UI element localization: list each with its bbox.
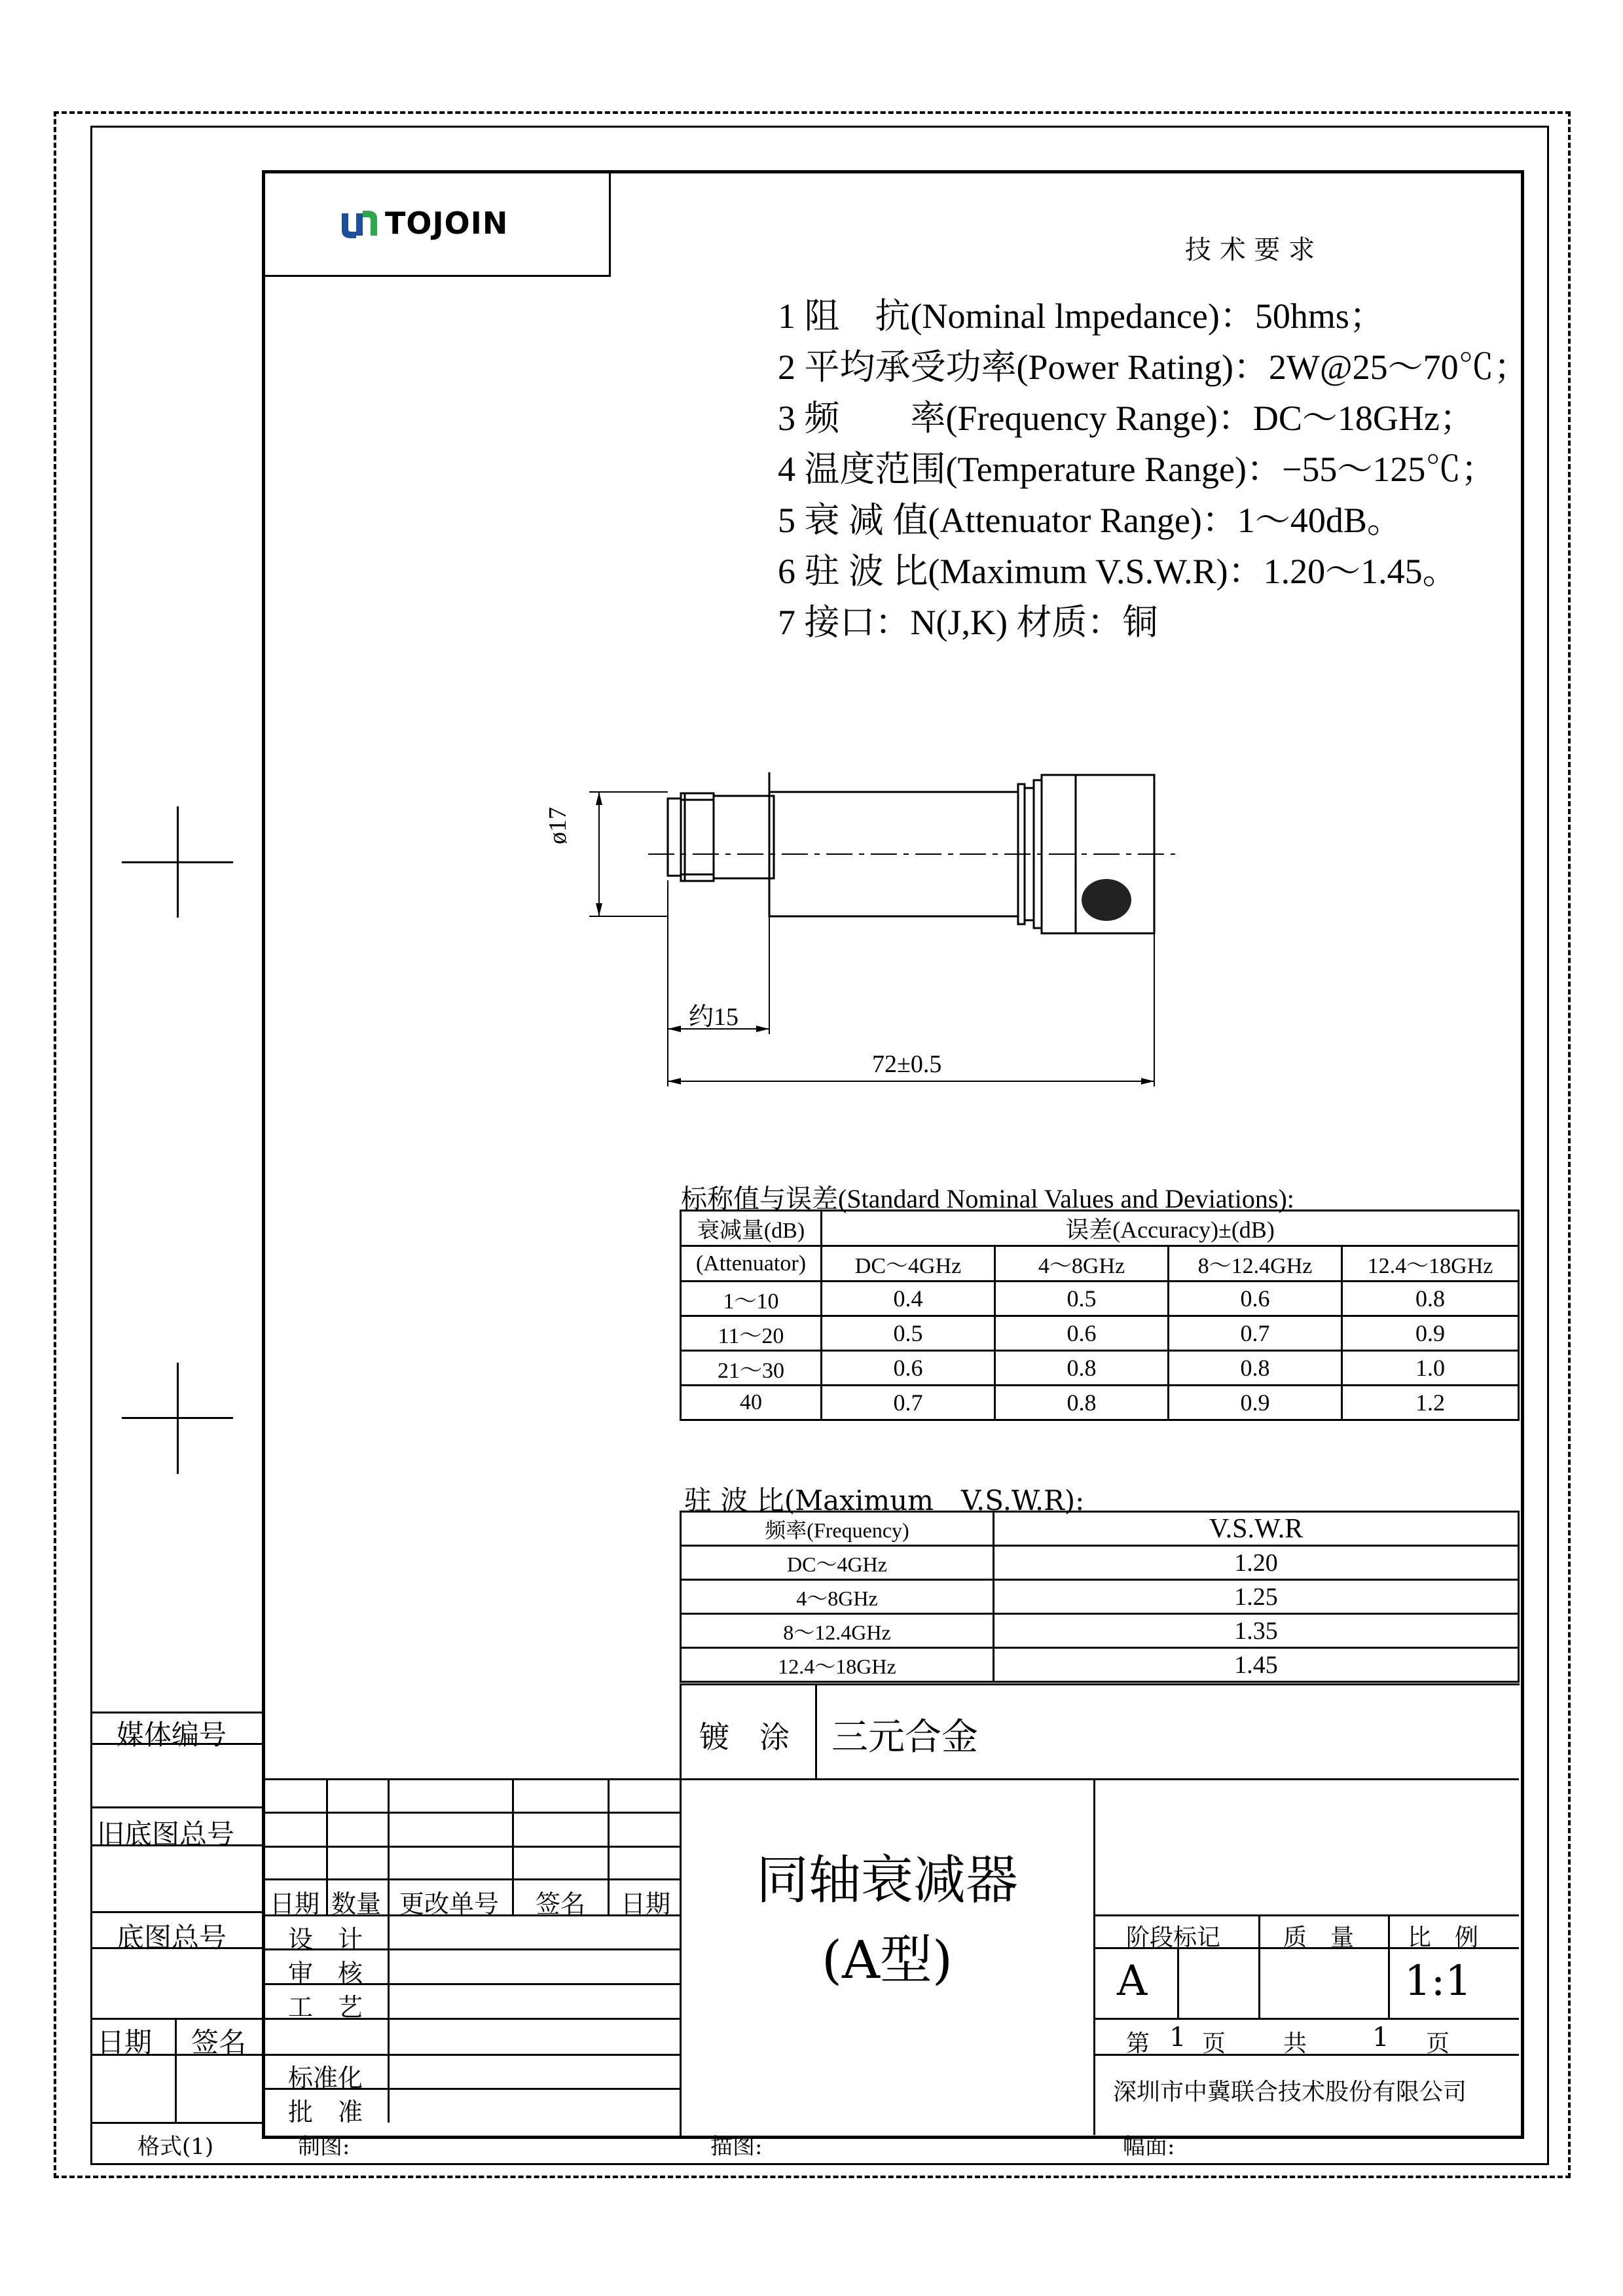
footer-drawn: 制图: [298, 2134, 350, 2160]
plating-top-border [680, 1683, 1520, 1685]
table-row [681, 1316, 1519, 1351]
tb-line [1093, 1914, 1519, 1916]
rev-line [608, 1778, 610, 1914]
value-cell: 0.8 [1169, 1351, 1342, 1386]
table-row [681, 1386, 1519, 1420]
value-cell: 0.8 [995, 1351, 1169, 1386]
vswr-table [680, 1511, 1520, 1683]
frequency-cell: 4～8GHz [681, 1580, 994, 1614]
strip-line [90, 1911, 264, 1913]
tech-heading: 技 术 要 求 [1185, 235, 1315, 265]
dev-table-title: 标称值与误差(Standard Nominal Values and Deviations): [681, 1184, 1294, 1213]
scale-value: 1:1 [1404, 1957, 1472, 2005]
scale-label: 比 例 [1408, 1924, 1479, 1951]
role-approve: 批 准 [288, 2098, 363, 2126]
product-name: 同轴衰减器 [756, 1850, 1018, 1910]
tb-line [1177, 1947, 1179, 2018]
rev-sign-label: 签名 [536, 1890, 586, 1918]
header-accuracy: 误差(Accuracy)±(dB) [822, 1211, 1519, 1246]
brand-name: TOJOIN [385, 206, 509, 241]
page-prefix: 第 [1126, 2030, 1150, 2057]
value-cell: 0.4 [822, 1282, 995, 1316]
value-cell: 0.9 [1169, 1386, 1342, 1420]
att-cell: 21～30 [681, 1351, 822, 1386]
rev-line [512, 1778, 514, 1914]
mass-label: 质 量 [1283, 1924, 1355, 1951]
page-number: 1 [1169, 2022, 1186, 2053]
tb-line [1093, 1778, 1095, 2135]
center-mark [177, 806, 179, 918]
col-header: 12.4～18GHz [1342, 1246, 1519, 1282]
tech-item: 6 驻 波 比(Maximum V.S.W.R)：1.20～1.45。 [778, 552, 1458, 591]
total-number: 1 [1372, 2022, 1389, 2053]
value-cell: 0.6 [995, 1316, 1169, 1351]
plating-value: 三元合金 [831, 1716, 978, 1759]
vswr-cell: 1.45 [994, 1648, 1519, 1682]
diameter-label: ø17 [544, 807, 572, 844]
role-design: 设 计 [288, 1925, 363, 1954]
att-cell: 40 [681, 1386, 822, 1420]
vswr-cell: 1.20 [994, 1546, 1519, 1580]
title-block-top [262, 1778, 1519, 1780]
center-mark [177, 1363, 179, 1474]
att-cell: 11～20 [681, 1316, 822, 1351]
frequency-cell: 8～12.4GHz [681, 1614, 994, 1648]
rev-line [262, 1812, 681, 1814]
strip-line [90, 2122, 264, 2124]
product-type: (A型) [821, 1929, 953, 1990]
company-name: 深圳市中冀联合技术股份有限公司 [1113, 2079, 1467, 2106]
tech-item: 4 温度范围(Temperature Range)：−55～125℃； [778, 450, 1497, 489]
col-header: 4～8GHz [995, 1246, 1169, 1282]
role-process: 工 艺 [288, 1993, 363, 2022]
role-review: 审 核 [288, 1959, 363, 1988]
footer-sheet: 幅面: [1123, 2134, 1175, 2160]
table-row [681, 1546, 1519, 1580]
col-header: DC～4GHz [822, 1246, 995, 1282]
rev-line [262, 1878, 681, 1880]
strip-sign-label: 签名 [191, 2026, 247, 2058]
rev-qty-label: 数量 [331, 1890, 382, 1918]
table-row [681, 1648, 1519, 1682]
short-dimension-label: 约15 [689, 1003, 739, 1031]
value-cell: 0.5 [995, 1282, 1169, 1316]
value-cell: 0.8 [995, 1386, 1169, 1420]
frequency-cell: DC～4GHz [681, 1546, 994, 1580]
vswr-cell: 1.25 [994, 1580, 1519, 1614]
tb-line [1388, 1914, 1390, 2018]
attenuator-body-drawing [537, 772, 1192, 1100]
old-base-number-label: 旧底图总号 [97, 1818, 235, 1850]
rev-change-label: 更改单号 [399, 1890, 500, 1918]
plating-label: 镀 涂 [699, 1719, 790, 1755]
rev-line [326, 1778, 328, 1914]
rev-date2-label: 日期 [621, 1890, 671, 1918]
att-cell: 1～10 [681, 1282, 822, 1316]
value-cell: 0.7 [822, 1386, 995, 1420]
deviation-table [680, 1210, 1520, 1421]
table-row [681, 1351, 1519, 1386]
strip-line [175, 2018, 177, 2123]
value-cell: 0.8 [1342, 1282, 1519, 1316]
footer-traced: 描图: [710, 2134, 763, 2160]
tech-item: 1 阻 抗(Nominal lmpedance)：50hms； [778, 296, 1385, 336]
total-unit: 页 [1426, 2030, 1450, 2057]
length-dimension-label: 72±0.5 [872, 1050, 942, 1078]
tojoin-logo-icon [339, 208, 380, 241]
base-number-label: 底图总号 [117, 1922, 227, 1954]
plating-divider [815, 1683, 817, 1778]
media-number-label: 媒体编号 [117, 1719, 227, 1751]
tb-line [1093, 2018, 1519, 2020]
stage-mark-label: 阶段标记 [1126, 1924, 1221, 1951]
strip-line [90, 1806, 264, 1808]
rev-line [262, 1846, 681, 1848]
vswr-cell: 1.35 [994, 1614, 1519, 1648]
value-cell: 1.0 [1342, 1351, 1519, 1386]
role-standard: 标准化 [288, 2064, 363, 2092]
header-frequency: 频率(Frequency) [681, 1512, 994, 1546]
tech-item: 5 衰 减 值(Attenuator Range)：1～40dB。 [778, 501, 1402, 540]
value-cell: 0.9 [1342, 1316, 1519, 1351]
tb-line [1258, 1914, 1260, 2018]
table-row [681, 1282, 1519, 1316]
col-header: 8～12.4GHz [1169, 1246, 1342, 1282]
stage-value: A [1117, 1957, 1148, 2005]
vswr-table-title: 驻 波 比(Maximum V.S.W.R): [684, 1484, 1085, 1516]
table-row [681, 1580, 1519, 1614]
value-cell: 0.7 [1169, 1316, 1342, 1351]
tech-item: 7 接口：N(J,K) 材质：铜 [778, 603, 1158, 642]
value-cell: 0.6 [822, 1351, 995, 1386]
rev-date-label: 日期 [270, 1890, 320, 1918]
header-attenuator: (Attenuator) [681, 1246, 822, 1282]
value-cell: 1.2 [1342, 1386, 1519, 1420]
value-cell: 0.6 [1169, 1282, 1342, 1316]
header-vswr: V.S.W.R [994, 1512, 1519, 1546]
total-prefix: 共 [1283, 2030, 1307, 2057]
footer-format: 格式(1) [137, 2134, 214, 2160]
value-cell: 0.5 [822, 1316, 995, 1351]
strip-date-label: 日期 [97, 2026, 153, 2058]
frequency-cell: 12.4～18GHz [681, 1648, 994, 1682]
tech-item: 2 平均承受功率(Power Rating)：2W@25～70℃； [778, 348, 1529, 387]
table-row [681, 1614, 1519, 1648]
rev-line [262, 2054, 681, 2056]
page-unit: 页 [1202, 2030, 1226, 2057]
strip-line [90, 2018, 264, 2020]
rev-line [388, 1778, 390, 2123]
tech-item: 3 频 率(Frequency Range)：DC～18GHz； [778, 399, 1475, 438]
header-attenuation: 衰减量(dB) [681, 1211, 822, 1246]
